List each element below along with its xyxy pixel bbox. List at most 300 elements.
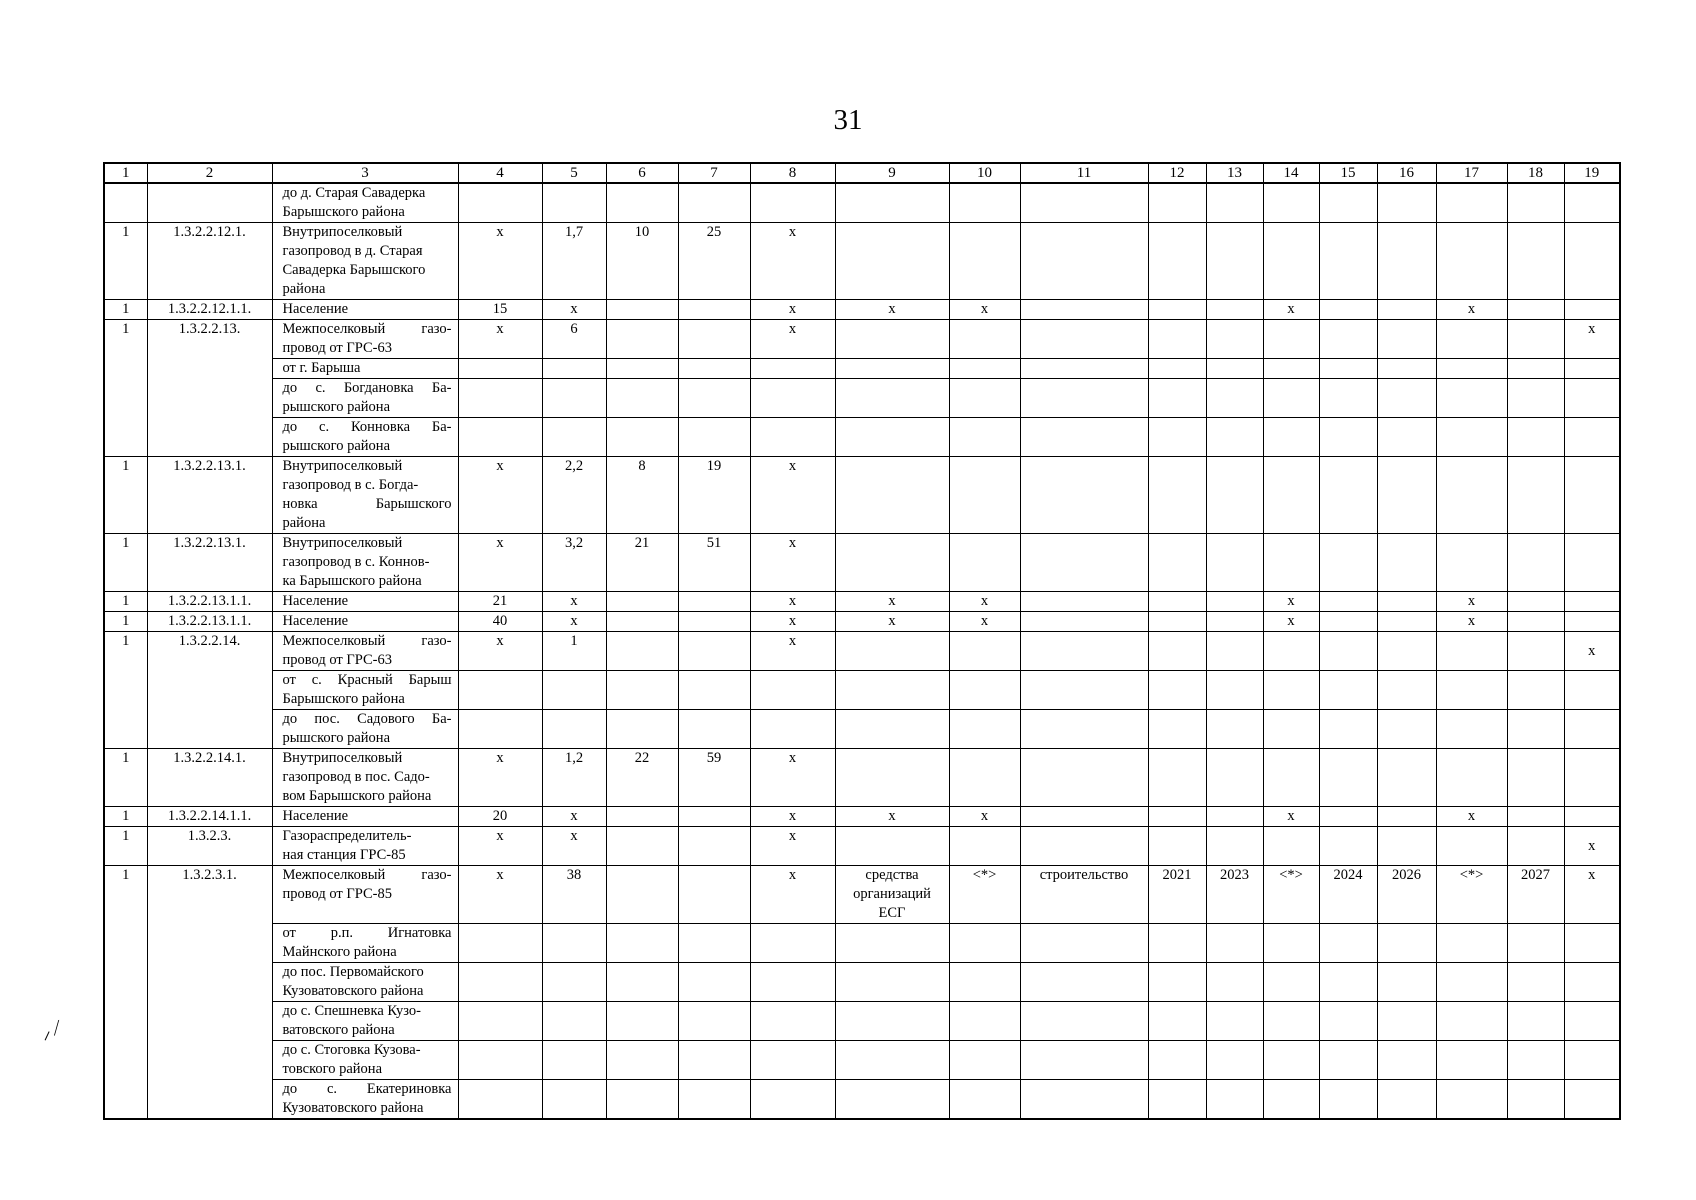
cell xyxy=(1436,963,1507,1002)
cell: 1 xyxy=(104,827,147,866)
cell xyxy=(1319,320,1377,359)
header-cell: 10 xyxy=(949,163,1020,183)
cell xyxy=(750,1080,835,1120)
cell xyxy=(949,671,1020,710)
cell xyxy=(1377,1080,1436,1120)
cell-line: ЕСГ xyxy=(878,905,906,921)
table-row xyxy=(104,457,1620,534)
name-line: до с. Спешневка Кузо- xyxy=(282,1003,421,1019)
cell xyxy=(1206,612,1263,632)
cell xyxy=(1148,749,1206,807)
cell xyxy=(1263,379,1319,418)
cell xyxy=(750,924,835,963)
cell: х xyxy=(1564,632,1620,671)
name-line: провод от ГРС-85 xyxy=(282,886,392,902)
cell: х xyxy=(1564,320,1620,359)
name-line: Внутрипоселковый xyxy=(282,458,403,474)
cell xyxy=(1206,749,1263,807)
name-line: Майнского района xyxy=(282,944,397,960)
cell: 1.3.2.2.12.1. xyxy=(147,223,272,300)
cell xyxy=(1436,632,1507,671)
cell xyxy=(1263,749,1319,807)
cell xyxy=(458,1080,542,1120)
cell xyxy=(678,379,750,418)
cell: х xyxy=(949,612,1020,632)
cell xyxy=(606,827,678,866)
cell xyxy=(458,1041,542,1080)
cell: х xyxy=(1436,807,1507,827)
cell xyxy=(1564,1080,1620,1120)
cell xyxy=(678,1041,750,1080)
cell xyxy=(835,320,949,359)
cell xyxy=(1436,534,1507,592)
header-cell: 3 xyxy=(272,163,458,183)
cell xyxy=(1507,418,1564,457)
name-line: Население xyxy=(282,301,349,317)
cell xyxy=(542,924,606,963)
cell xyxy=(1206,320,1263,359)
name-line: до с. Стоговка Кузова- xyxy=(282,1042,421,1058)
cell xyxy=(1206,632,1263,671)
cell xyxy=(1377,457,1436,534)
cell: х xyxy=(835,612,949,632)
cell xyxy=(542,671,606,710)
table-row xyxy=(104,320,1620,359)
header-cell: 2 xyxy=(147,163,272,183)
cell xyxy=(1377,320,1436,359)
header-cell: 7 xyxy=(678,163,750,183)
cell xyxy=(1020,592,1148,612)
cell: х xyxy=(458,866,542,924)
cell: 2024 xyxy=(1319,866,1377,924)
table-row xyxy=(104,749,1620,807)
name-line: до с. Екатериновка xyxy=(282,1081,452,1097)
cell: 59 xyxy=(678,749,750,807)
cell xyxy=(1148,1080,1206,1120)
cell xyxy=(1206,807,1263,827)
cell xyxy=(949,963,1020,1002)
cell xyxy=(1020,612,1148,632)
cell xyxy=(1148,632,1206,671)
cell xyxy=(1319,827,1377,866)
cell xyxy=(1206,379,1263,418)
cell: 1 xyxy=(104,223,147,300)
cell xyxy=(1319,807,1377,827)
cell xyxy=(1436,749,1507,807)
cell xyxy=(835,1041,949,1080)
cell xyxy=(750,183,835,223)
cell xyxy=(750,1002,835,1041)
name-cell xyxy=(272,1002,458,1041)
cell xyxy=(606,866,678,924)
cell xyxy=(1319,1041,1377,1080)
cell xyxy=(1507,592,1564,612)
cell xyxy=(1148,671,1206,710)
cell xyxy=(458,418,542,457)
name-cell xyxy=(272,632,458,671)
header-cell: 5 xyxy=(542,163,606,183)
header-cell: 16 xyxy=(1377,163,1436,183)
cell: х xyxy=(458,223,542,300)
name-line: до с. Конновка Ба- xyxy=(282,419,452,435)
cell: <*> xyxy=(949,866,1020,924)
name-line: Население xyxy=(282,613,349,629)
cell: х xyxy=(750,612,835,632)
cell xyxy=(606,632,678,671)
cell xyxy=(1564,612,1620,632)
cell xyxy=(949,379,1020,418)
cell xyxy=(1564,418,1620,457)
cell xyxy=(1206,827,1263,866)
name-line: ная станция ГРС-85 xyxy=(282,847,406,863)
cell xyxy=(542,1002,606,1041)
cell xyxy=(678,418,750,457)
cell: х xyxy=(458,534,542,592)
cell xyxy=(750,710,835,749)
cell: х xyxy=(949,300,1020,320)
header-cell: 8 xyxy=(750,163,835,183)
cell xyxy=(1020,223,1148,300)
name-cell xyxy=(272,418,458,457)
cell: 22 xyxy=(606,749,678,807)
name-line: провод от ГРС-63 xyxy=(282,340,392,356)
name-cell xyxy=(272,963,458,1002)
header-cell: 11 xyxy=(1020,163,1148,183)
name-line: района xyxy=(282,515,326,531)
cell xyxy=(1263,457,1319,534)
cell xyxy=(1148,457,1206,534)
cell xyxy=(1020,1041,1148,1080)
cell xyxy=(1564,379,1620,418)
cell: х xyxy=(1564,866,1620,924)
cell xyxy=(1263,963,1319,1002)
cell: 1 xyxy=(104,807,147,827)
cell xyxy=(1507,534,1564,592)
cell xyxy=(1148,592,1206,612)
name-line: до с. Богдановка Ба- xyxy=(282,380,452,396)
name-line: Барышского района xyxy=(282,691,405,707)
cell: х xyxy=(949,592,1020,612)
cell xyxy=(1148,827,1206,866)
cell xyxy=(1319,379,1377,418)
name-line: рышского района xyxy=(282,438,391,454)
cell xyxy=(678,1080,750,1120)
cell xyxy=(1263,1002,1319,1041)
cell xyxy=(1020,924,1148,963)
cell xyxy=(1377,379,1436,418)
name-cell xyxy=(272,671,458,710)
cell xyxy=(606,710,678,749)
cell: х xyxy=(1263,612,1319,632)
cell xyxy=(1377,534,1436,592)
header-cell: 13 xyxy=(1206,163,1263,183)
cell xyxy=(750,418,835,457)
header-cell: 12 xyxy=(1148,163,1206,183)
cell xyxy=(542,1080,606,1120)
cell xyxy=(835,1002,949,1041)
table-row xyxy=(104,418,1620,457)
cell xyxy=(1564,710,1620,749)
cell xyxy=(1377,924,1436,963)
cell xyxy=(949,223,1020,300)
cell xyxy=(678,807,750,827)
header-cell: 1 xyxy=(104,163,147,183)
name-line: Межпоселковый газо- xyxy=(282,633,452,649)
cell: 2021 xyxy=(1148,866,1206,924)
cell xyxy=(949,827,1020,866)
cell xyxy=(1377,223,1436,300)
cell xyxy=(1377,418,1436,457)
cell xyxy=(1148,1041,1206,1080)
cell: <*> xyxy=(1436,866,1507,924)
cell xyxy=(606,300,678,320)
table-row xyxy=(104,963,1620,1002)
cell xyxy=(1507,379,1564,418)
name-line: Барышского района xyxy=(282,204,405,220)
cell xyxy=(835,749,949,807)
cell: 21 xyxy=(458,592,542,612)
cell xyxy=(1564,592,1620,612)
cell xyxy=(1507,963,1564,1002)
cell: х xyxy=(458,632,542,671)
cell xyxy=(1206,359,1263,379)
cell: 1 xyxy=(104,592,147,612)
cell: х xyxy=(750,807,835,827)
cell xyxy=(835,457,949,534)
cell xyxy=(949,534,1020,592)
cell xyxy=(1148,1002,1206,1041)
cell xyxy=(1319,632,1377,671)
cell xyxy=(1206,418,1263,457)
cell xyxy=(1263,710,1319,749)
cell xyxy=(835,183,949,223)
cell xyxy=(1263,359,1319,379)
cell: х xyxy=(750,320,835,359)
name-line: Население xyxy=(282,593,349,609)
name-line: рышского района xyxy=(282,730,391,746)
cell xyxy=(1263,223,1319,300)
cell: х xyxy=(750,632,835,671)
cell xyxy=(1263,1041,1319,1080)
name-cell xyxy=(272,924,458,963)
name-cell xyxy=(272,612,458,632)
cell xyxy=(458,924,542,963)
cell xyxy=(949,1002,1020,1041)
cell xyxy=(1377,592,1436,612)
cell xyxy=(835,359,949,379)
cell xyxy=(1148,359,1206,379)
cell xyxy=(949,924,1020,963)
cell xyxy=(1263,827,1319,866)
cell xyxy=(678,963,750,1002)
name-cell xyxy=(272,807,458,827)
cell xyxy=(1377,710,1436,749)
cell xyxy=(835,671,949,710)
cell xyxy=(949,1041,1020,1080)
cell xyxy=(1436,183,1507,223)
cell: х xyxy=(835,807,949,827)
cell xyxy=(949,359,1020,379)
cell xyxy=(1020,671,1148,710)
name-line: Внутрипоселковый xyxy=(282,535,403,551)
cell xyxy=(1206,710,1263,749)
cell: 19 xyxy=(678,457,750,534)
header-cell: 9 xyxy=(835,163,949,183)
cell xyxy=(1206,1080,1263,1120)
cell xyxy=(678,866,750,924)
name-line: Внутрипоселковый xyxy=(282,750,403,766)
cell xyxy=(1564,1002,1620,1041)
cell xyxy=(1436,223,1507,300)
cell: х xyxy=(750,300,835,320)
table-row xyxy=(104,1080,1620,1120)
cell xyxy=(678,320,750,359)
cell: 1.3.2.2.14.1.1. xyxy=(147,807,272,827)
cell xyxy=(1206,671,1263,710)
cell xyxy=(1206,1041,1263,1080)
cell: строительство xyxy=(1020,866,1148,924)
cell xyxy=(1377,632,1436,671)
cell xyxy=(1507,359,1564,379)
cell xyxy=(1263,1080,1319,1120)
name-line: рышского района xyxy=(282,399,391,415)
cell xyxy=(1263,924,1319,963)
cell xyxy=(1319,1080,1377,1120)
cell xyxy=(1020,827,1148,866)
cell xyxy=(1319,749,1377,807)
cell xyxy=(1564,1041,1620,1080)
cell xyxy=(1148,223,1206,300)
cell xyxy=(1020,379,1148,418)
name-line: газопровод в д. Старая xyxy=(282,243,423,259)
cell xyxy=(1436,671,1507,710)
cell: х xyxy=(542,300,606,320)
cell xyxy=(1507,183,1564,223)
cell xyxy=(1564,534,1620,592)
cell: х xyxy=(1263,807,1319,827)
table-row xyxy=(104,379,1620,418)
cell xyxy=(949,632,1020,671)
cell xyxy=(606,1080,678,1120)
cell: 40 xyxy=(458,612,542,632)
cell xyxy=(1377,807,1436,827)
cell: х xyxy=(458,457,542,534)
cell: х xyxy=(750,534,835,592)
cell xyxy=(750,379,835,418)
cell: х xyxy=(750,827,835,866)
cell xyxy=(1436,1041,1507,1080)
name-line: Население xyxy=(282,808,349,824)
cell xyxy=(1206,183,1263,223)
cell xyxy=(949,749,1020,807)
cell: х xyxy=(835,592,949,612)
cell xyxy=(835,379,949,418)
cell: 2027 xyxy=(1507,866,1564,924)
name-cell xyxy=(272,1041,458,1080)
table-row xyxy=(104,359,1620,379)
cell xyxy=(1377,300,1436,320)
cell xyxy=(1206,457,1263,534)
cell: х xyxy=(835,300,949,320)
cell xyxy=(835,223,949,300)
cell: 1.3.2.2.13.1.1. xyxy=(147,612,272,632)
cell xyxy=(1020,963,1148,1002)
cell xyxy=(542,963,606,1002)
cell xyxy=(835,534,949,592)
cell: 1.3.2.3.1. xyxy=(147,866,272,1120)
cell xyxy=(1319,963,1377,1002)
cell: 2,2 xyxy=(542,457,606,534)
cell xyxy=(606,183,678,223)
cell xyxy=(606,359,678,379)
name-cell xyxy=(272,534,458,592)
name-line: Межпоселковый газо- xyxy=(282,321,452,337)
cell: х xyxy=(1436,300,1507,320)
name-line: Межпоселковый газо- xyxy=(282,867,452,883)
cell xyxy=(1148,300,1206,320)
cell xyxy=(1507,710,1564,749)
cell xyxy=(1020,1002,1148,1041)
header-cell: 14 xyxy=(1263,163,1319,183)
cell: <*> xyxy=(1263,866,1319,924)
name-line: Газораспределитель- xyxy=(282,828,412,844)
cell: 1 xyxy=(104,457,147,534)
cell xyxy=(458,671,542,710)
cell xyxy=(1436,827,1507,866)
table-row xyxy=(104,710,1620,749)
cell: 6 xyxy=(542,320,606,359)
name-line: вом Барышского района xyxy=(282,788,432,804)
table-row xyxy=(104,534,1620,592)
header-cell: 17 xyxy=(1436,163,1507,183)
name-line: от с. Красный Барыш xyxy=(282,672,452,688)
cell: 51 xyxy=(678,534,750,592)
cell xyxy=(835,710,949,749)
cell: х xyxy=(542,807,606,827)
cell xyxy=(949,457,1020,534)
name-line: ватовского района xyxy=(282,1022,395,1038)
cell: х xyxy=(1436,592,1507,612)
cell xyxy=(1507,924,1564,963)
cell xyxy=(835,963,949,1002)
cell xyxy=(1148,612,1206,632)
cell xyxy=(750,963,835,1002)
cell xyxy=(678,359,750,379)
cell: 1 xyxy=(104,534,147,592)
cell xyxy=(606,379,678,418)
cell xyxy=(1020,749,1148,807)
cell xyxy=(1564,807,1620,827)
name-line: района xyxy=(282,281,326,297)
name-line: Кузоватовского района xyxy=(282,983,424,999)
cell: х xyxy=(750,866,835,924)
cell: 1.3.2.2.14.1. xyxy=(147,749,272,807)
cell xyxy=(1377,671,1436,710)
cell xyxy=(949,418,1020,457)
cell xyxy=(1319,223,1377,300)
cell: х xyxy=(542,612,606,632)
cell xyxy=(1206,1002,1263,1041)
cell: 20 xyxy=(458,807,542,827)
table-row xyxy=(104,827,1620,866)
cell xyxy=(458,359,542,379)
cell xyxy=(1507,1041,1564,1080)
cell xyxy=(1436,1002,1507,1041)
cell xyxy=(606,418,678,457)
cell xyxy=(1507,632,1564,671)
cell xyxy=(1148,418,1206,457)
cell xyxy=(1564,183,1620,223)
